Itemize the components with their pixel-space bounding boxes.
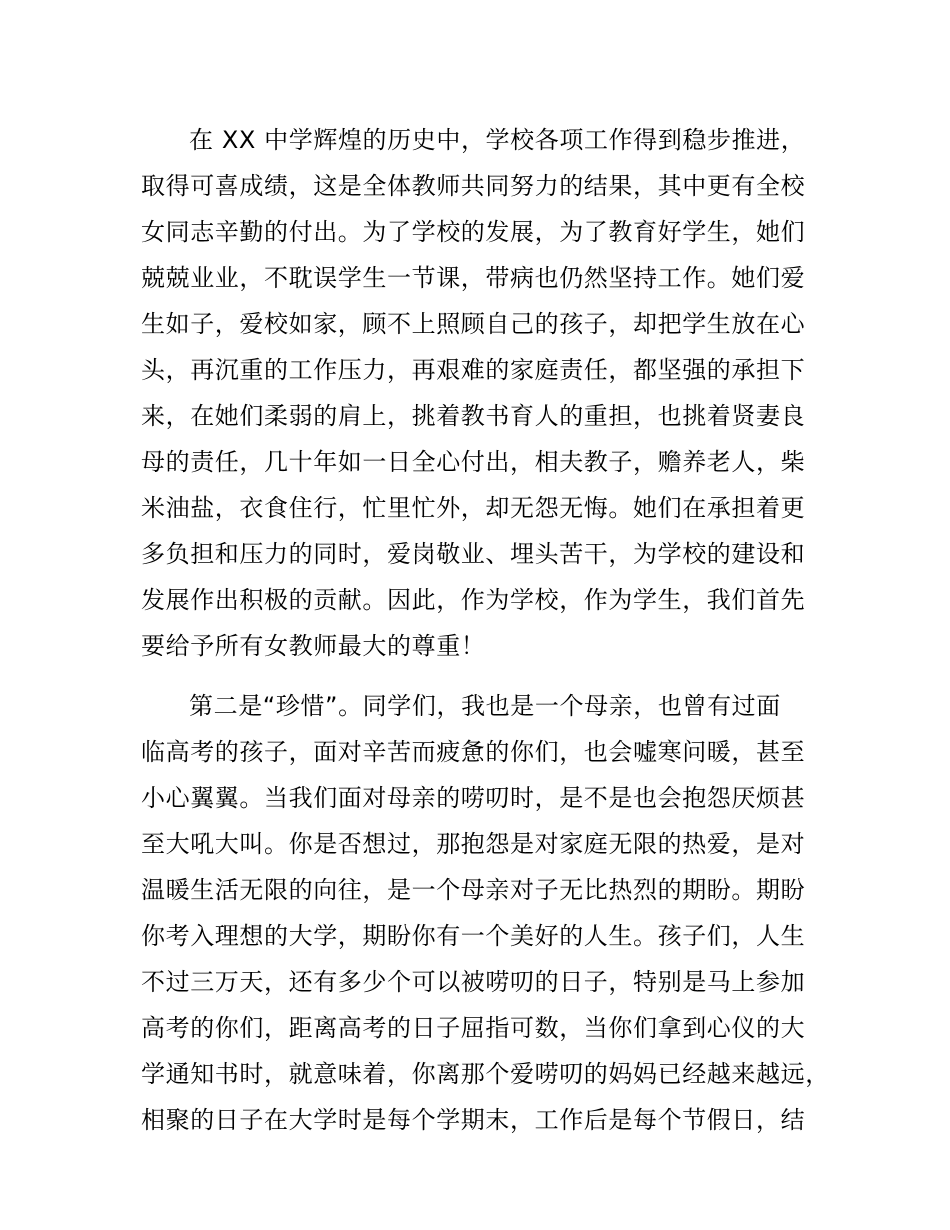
text-line: 生如子，爱校如家，顾不上照顾自己的孩子，却把学生放在心 [141,310,806,338]
text-line: 温暖生活无限的向往，是一个母亲对子无比热烈的期盼。期盼 [141,876,806,904]
text-line: 至大吼大叫。你是否想过，那抱怨是对家庭无限的热爱，是对 [141,830,806,858]
text-line: 相聚的日子在大学时是每个学期末，工作后是每个节假日，结 [141,1106,806,1134]
text-line: 女同志辛勤的付出。为了学校的发展，为了教育好学生，她们 [141,218,806,246]
text-line: 你考入理想的大学，期盼你有一个美好的人生。孩子们，人生 [141,922,806,950]
text-line: 小心翼翼。当我们面对母亲的唠叨时，是不是也会抱怨厌烦甚 [141,784,806,812]
text-line: 学通知书时，就意味着，你离那个爱唠叨的妈妈已经越来越远， [141,1060,830,1088]
text-line: 来，在她们柔弱的肩上，挑着教书育人的重担，也挑着贤妻良 [141,402,806,430]
text-line: 不过三万天，还有多少个可以被唠叨的日子，特别是马上参加 [141,968,806,996]
text-line: 母的责任，几十年如一日全心付出，相夫教子，赡养老人，柴 [141,448,806,476]
text-line: 在 XX 中学辉煌的历史中，学校各项工作得到稳步推进， [189,126,806,154]
text-line: 临高考的孩子，面对辛苦而疲惫的你们，也会嘘寒问暖，甚至 [141,738,806,766]
text-line: 兢兢业业，不耽误学生一节课，带病也仍然坚持工作。她们爱 [141,264,806,292]
text-line: 米油盐，衣食住行，忙里忙外，却无怨无悔。她们在承担着更 [141,494,806,522]
text-line: 多负担和压力的同时，爱岗敬业、埋头苦干，为学校的建设和 [141,540,806,568]
text-line: 高考的你们，距离高考的日子屈指可数，当你们拿到心仪的大 [141,1014,806,1042]
text-line: 头，再沉重的工作压力，再艰难的家庭责任，都坚强的承担下 [141,356,806,384]
text-line: 第二是“珍惜”。同学们，我也是一个母亲，也曾有过面 [189,692,781,720]
text-line: 要给予所有女教师最大的尊重！ [141,632,486,660]
text-line: 发展作出积极的贡献。因此，作为学校，作为学生，我们首先 [141,586,806,614]
text-line: 取得可喜成绩，这是全体教师共同努力的结果，其中更有全校 [141,172,806,200]
